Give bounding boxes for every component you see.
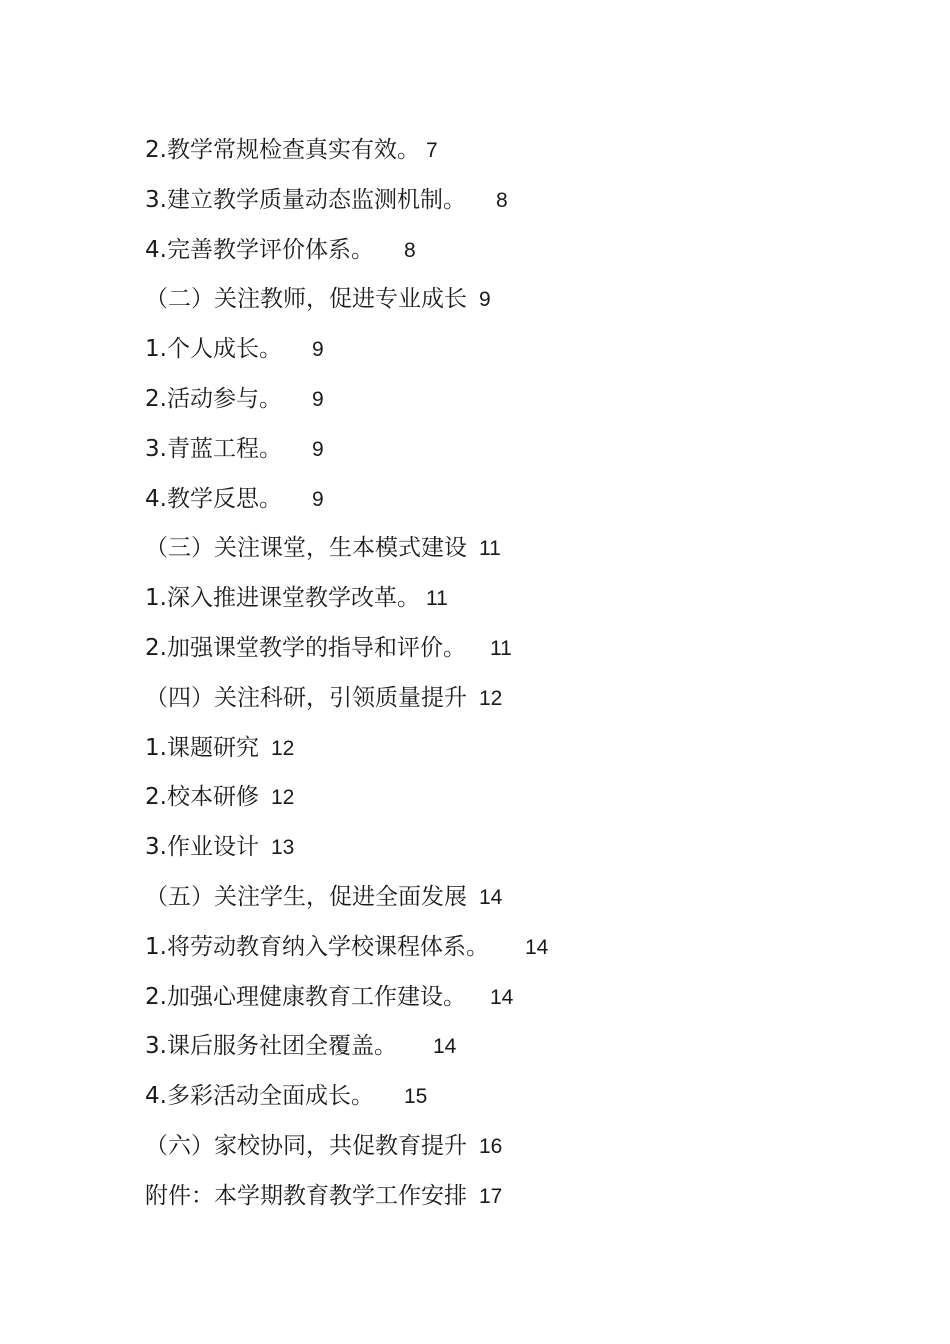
- toc-entry[interactable]: [145, 176, 845, 226]
- toc-section-entry[interactable]: [145, 524, 845, 574]
- toc-entry-page: 16: [479, 1134, 503, 1158]
- toc-entry-page: 7: [425, 139, 438, 162]
- toc-entry-page: 12: [270, 736, 295, 760]
- toc-entry-page: 14: [524, 935, 549, 959]
- toc-entry[interactable]: [145, 475, 845, 525]
- toc-entry-page: 9: [311, 437, 324, 461]
- toc-entry-title: 2.教学常规检查真实有效。: [145, 137, 420, 163]
- toc-entry-title: 2.加强课堂教学的指导和评价。: [145, 634, 466, 661]
- toc-section-entry[interactable]: [145, 674, 845, 724]
- toc-entry-title: 2.活动参与。: [145, 385, 282, 412]
- toc-entry-title: 1.个人成长。: [145, 336, 282, 363]
- toc-entry[interactable]: [145, 574, 845, 624]
- toc-entry-page: 8: [403, 238, 416, 262]
- toc-entry[interactable]: [145, 823, 845, 873]
- toc-entry-page: 9: [479, 288, 491, 312]
- toc-entry-title: 1.深入推进课堂教学改革。: [145, 585, 420, 612]
- toc-entry-title: 4.教学反思。: [145, 485, 282, 512]
- toc-entry-title: （四）关注科研，引领质量提升: [145, 684, 467, 711]
- toc-entry[interactable]: [145, 923, 845, 973]
- toc-entry-page: 15: [403, 1085, 428, 1109]
- toc-entry[interactable]: [145, 126, 845, 176]
- toc-entry-page: 17: [479, 1184, 503, 1208]
- toc-entry[interactable]: [145, 773, 845, 823]
- toc-entry-title: （六）家校协同，共促教育提升: [145, 1132, 467, 1159]
- toc-entry-title: （二）关注教师，促进专业成长: [145, 286, 467, 313]
- toc-entry-page: 9: [311, 487, 324, 511]
- toc-entry-page: 11: [479, 537, 501, 561]
- toc-entry[interactable]: [145, 1022, 845, 1072]
- toc-entry-title: （五）关注学生，促进全面发展: [145, 883, 467, 910]
- toc-entry-title: 3.青蓝工程。: [145, 435, 282, 462]
- toc-entry[interactable]: [145, 973, 845, 1023]
- toc-entry[interactable]: [145, 375, 845, 425]
- toc-entry-page: 11: [425, 587, 448, 611]
- toc-entry[interactable]: [145, 624, 845, 674]
- toc-entry[interactable]: [145, 226, 845, 276]
- toc-entry-title: 2.加强心理健康教育工作建设。: [145, 983, 466, 1010]
- toc-entry-page: 13: [270, 836, 295, 860]
- toc-entry-page: 11: [489, 636, 512, 660]
- toc-appendix-entry[interactable]: [145, 1172, 845, 1222]
- toc-entry[interactable]: [145, 1072, 845, 1122]
- toc-entry-page: 9: [311, 387, 324, 411]
- toc-entry-title: 1.课题研究: [145, 734, 259, 761]
- toc-entry-page: 9: [311, 338, 324, 362]
- toc-entry-title: 2.校本研修: [145, 784, 259, 811]
- toc-entry[interactable]: [145, 325, 845, 375]
- toc-entry[interactable]: [145, 724, 845, 774]
- toc-entry-page: 14: [479, 885, 503, 909]
- toc-entry-title: 4.完善教学评价体系。: [145, 236, 374, 263]
- toc-section-entry[interactable]: [145, 275, 845, 325]
- table-of-contents: [145, 126, 845, 1222]
- toc-entry-title: 3.建立教学质量动态监测机制。: [145, 186, 466, 213]
- toc-entry[interactable]: [145, 425, 845, 475]
- toc-entry-title: 3.作业设计: [145, 834, 259, 861]
- toc-section-entry[interactable]: [145, 1122, 845, 1172]
- toc-entry-page: 8: [495, 188, 508, 212]
- toc-entry-title: 附件：本学期教育教学工作安排: [145, 1182, 467, 1209]
- toc-entry-page: 12: [479, 686, 503, 710]
- toc-entry-page: 14: [489, 985, 514, 1009]
- toc-entry-page: 14: [432, 1035, 457, 1059]
- toc-entry-title: （三）关注课堂，生本模式建设: [145, 535, 467, 562]
- toc-entry-title: 1.将劳动教育纳入学校课程体系。: [145, 933, 489, 960]
- toc-entry-title: 4.多彩活动全面成长。: [145, 1083, 374, 1110]
- toc-entry-title: 3.课后服务社团全覆盖。: [145, 1033, 397, 1060]
- toc-section-entry[interactable]: [145, 873, 845, 923]
- toc-entry-page: 12: [270, 786, 295, 810]
